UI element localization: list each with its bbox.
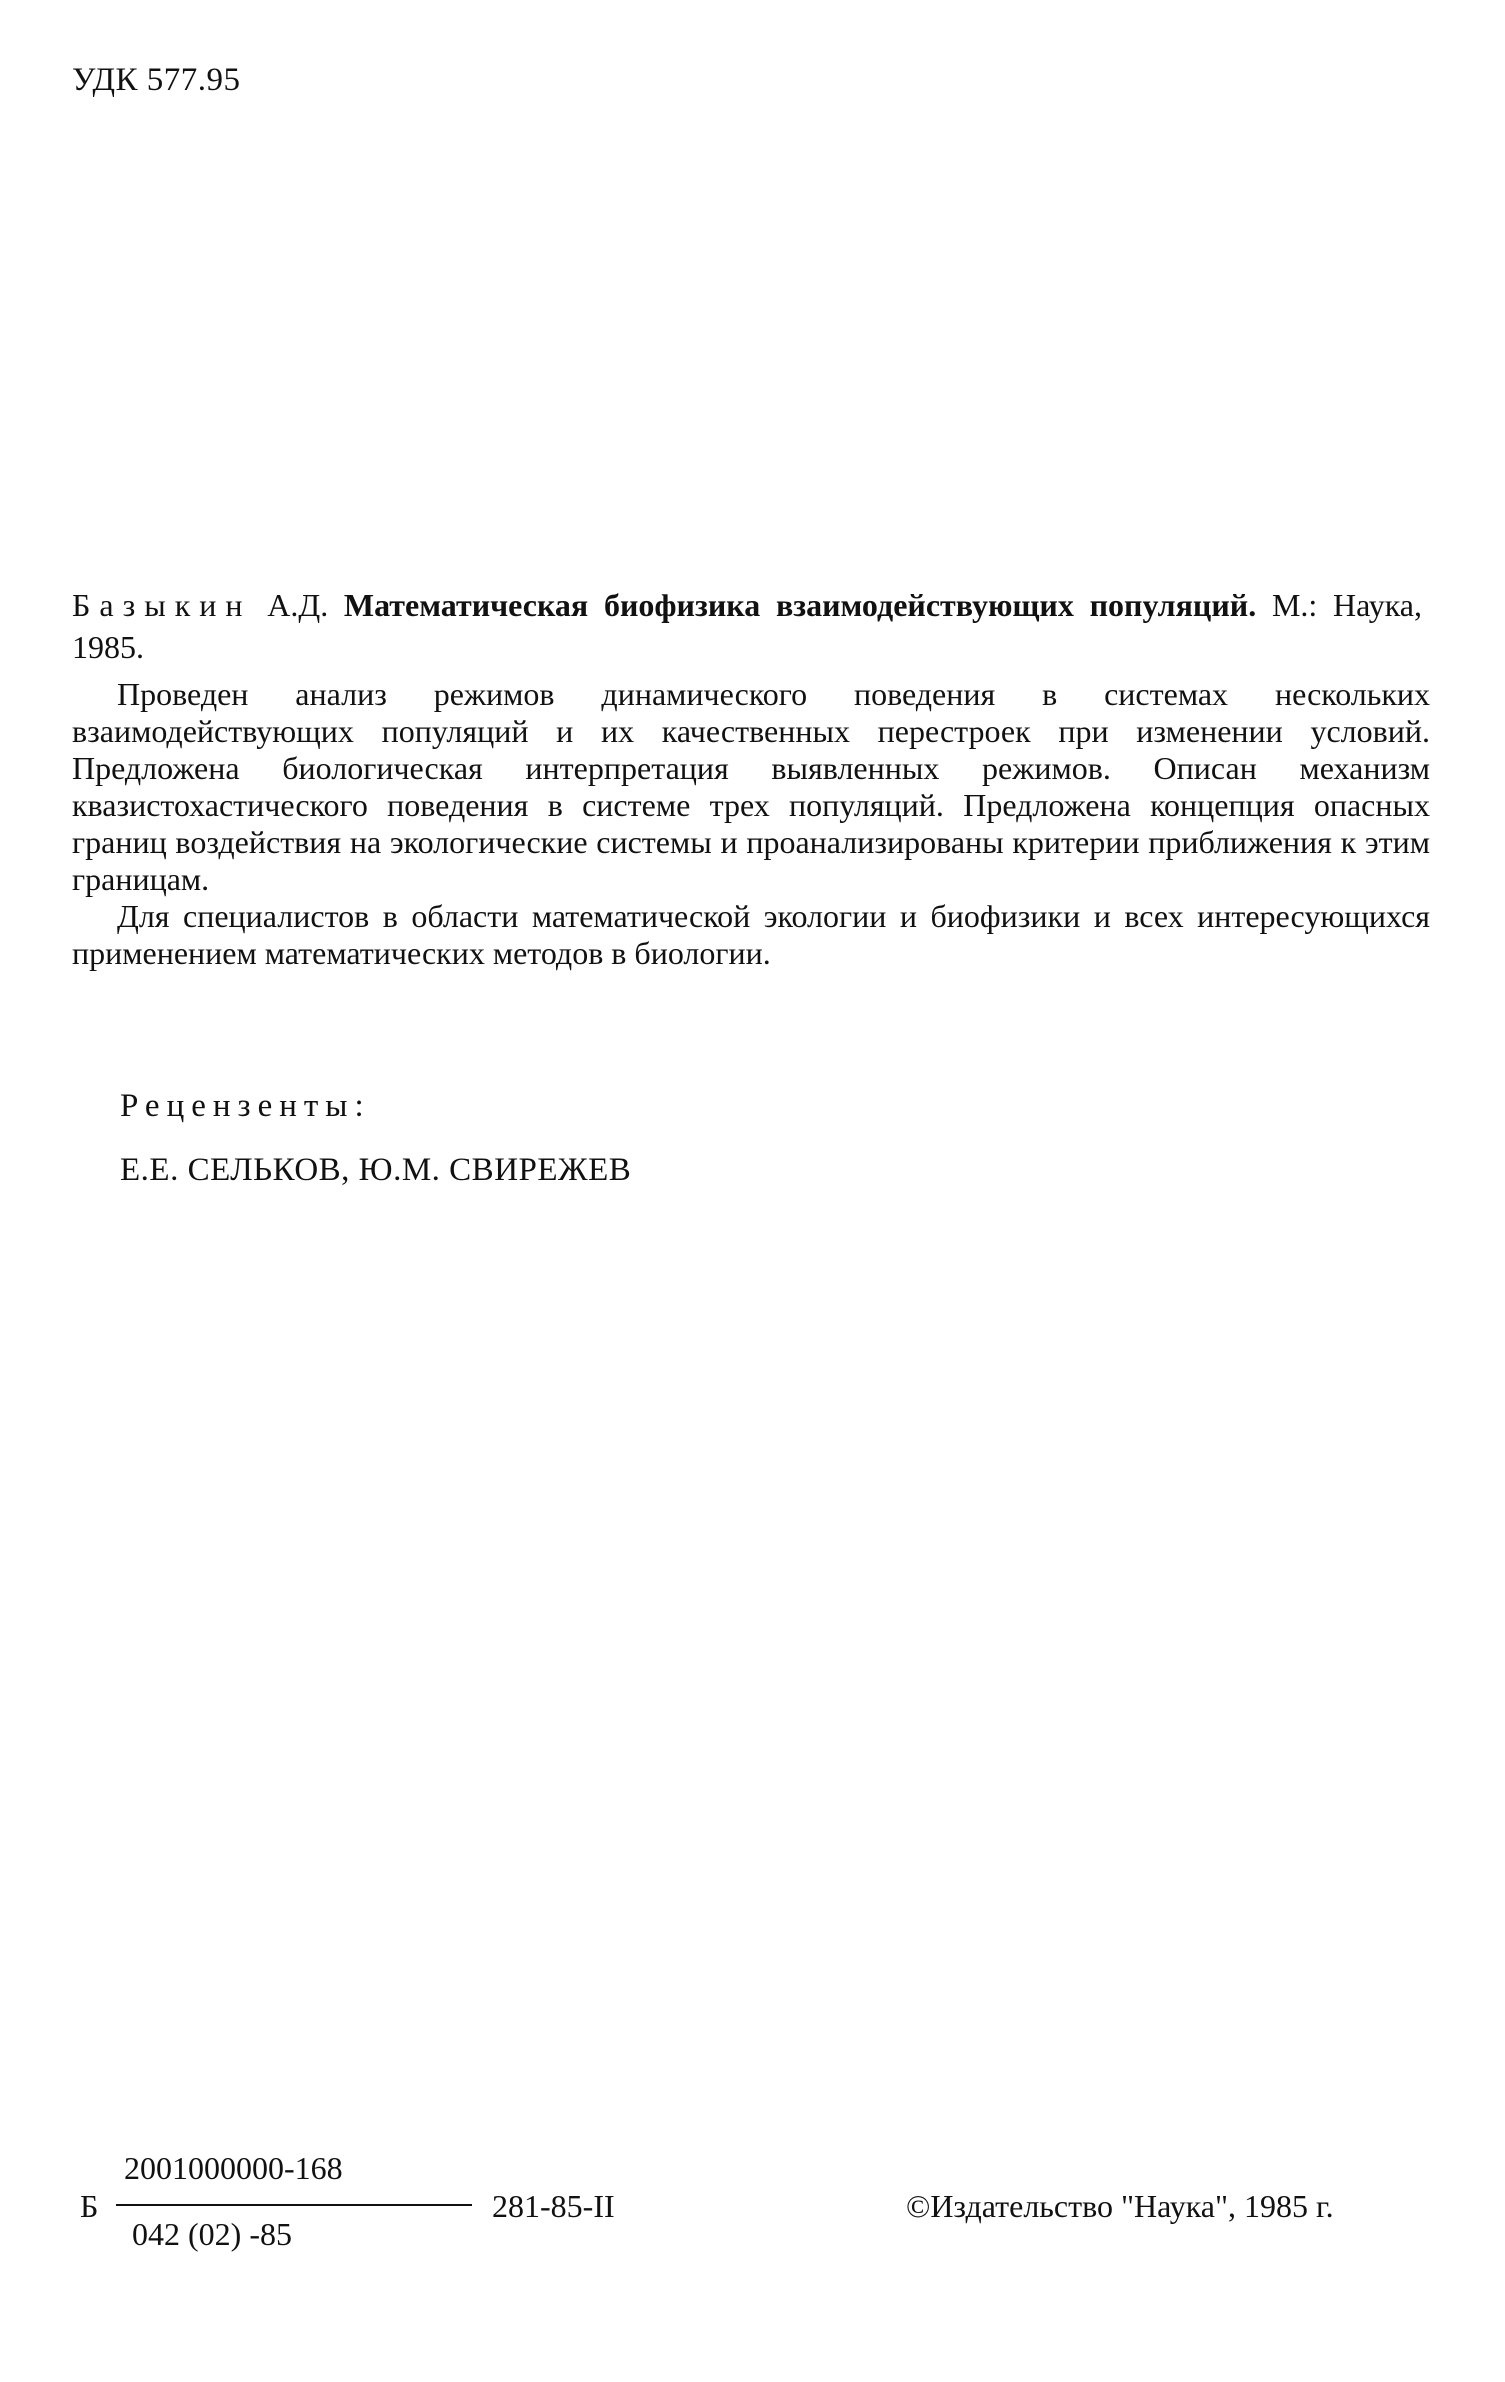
abstract (72, 676, 1430, 972)
fraction-rule (116, 2204, 472, 2206)
publisher-imprint-code (80, 2150, 640, 2260)
imprint-numerator: 2001000000-168 (124, 2150, 343, 2186)
imprint-code: 281-85-II (492, 2188, 615, 2224)
publication-info: М.: Наука, 1985. (72, 587, 1422, 665)
reviewers-label: Рецензенты: (120, 1088, 371, 1124)
copyright-notice: ©Издательство "Наука", 1985 г. (906, 2188, 1334, 2224)
abstract-paragraph-2: Для специалистов в области математической экологии и биофизики и всех интересующихся применением математических методов в биологии. (72, 898, 1430, 971)
author-surname: Базыкин (72, 587, 252, 623)
reviewers-names: Е.Е. СЕЛЬКОВ, Ю.М. СВИРЕЖЕВ (120, 1152, 632, 1188)
imprint-letter: Б (80, 2188, 99, 2224)
imprint-denominator: 042 (02) -85 (132, 2216, 292, 2252)
abstract-paragraph-1: Проведен анализ режимов динамического поведения в системах нескольких взаимодействующих популяций и их качественных перестроек при изменении условий. Предложена биологическая интерпретация выявленных режимов. Описан механизм квазистохастического поведения в системе трех популяций. Предложена концепция опасных границ воздействия на экологические системы и проанализированы критерии приближения к этим границам. (72, 676, 1430, 897)
book-title: Математическая биофизика взаимодействующих популяций. (343, 587, 1257, 623)
udk-code: УДК 577.95 (72, 62, 241, 98)
bibliographic-citation (72, 584, 1422, 668)
author-initials: А.Д. (267, 587, 329, 623)
